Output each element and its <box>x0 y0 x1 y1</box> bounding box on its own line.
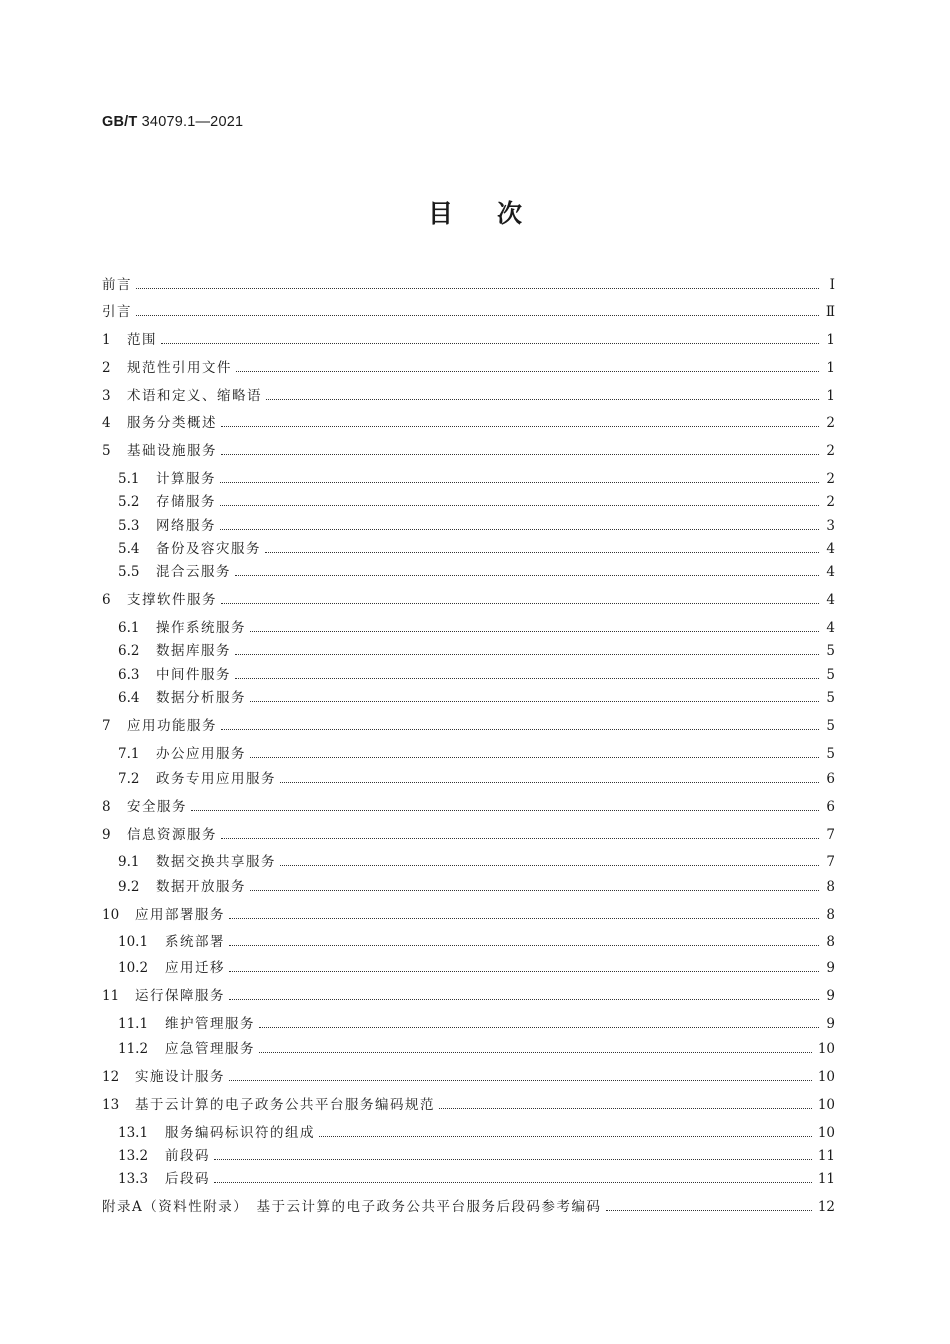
toc-entry-label: 运行保障服务 <box>135 988 225 1004</box>
toc-entry-page: 1 <box>826 332 835 348</box>
toc-entry[interactable] <box>102 385 835 407</box>
dot-leader <box>235 654 819 655</box>
toc-entry-page: 2 <box>826 494 835 510</box>
toc-entry[interactable] <box>102 904 835 926</box>
toc-entry[interactable] <box>118 515 835 537</box>
toc-entry-page: 4 <box>826 541 835 557</box>
toc-entry-page: 7 <box>826 827 835 843</box>
toc-entry[interactable] <box>102 274 835 296</box>
dot-leader <box>259 1027 819 1028</box>
toc-entry-page: 2 <box>826 443 835 459</box>
dot-leader <box>280 865 819 866</box>
toc-entry-number: 13 <box>102 1097 120 1113</box>
toc-entry-label: 计算服务 <box>156 471 216 487</box>
toc-entry-page: 10 <box>817 1069 835 1085</box>
toc-entry-page: 8 <box>826 879 835 895</box>
toc-entry-page: 10 <box>817 1097 835 1113</box>
toc-entry-page: 7 <box>826 854 835 870</box>
page-title: 目次 <box>427 199 566 228</box>
toc-entry-label: 数据开放服务 <box>156 879 246 895</box>
toc-entry-number: 6.3 <box>118 667 140 683</box>
toc-entry-label: 中间件服务 <box>156 667 231 683</box>
toc-entry-number: 2 <box>102 360 111 376</box>
toc-entry[interactable] <box>118 617 835 639</box>
toc-entry-label: 数据库服务 <box>156 643 231 659</box>
dot-leader <box>221 426 819 427</box>
toc-entry[interactable] <box>102 796 835 818</box>
toc-entry-page: 4 <box>826 620 835 636</box>
toc-entry-number: 13.3 <box>118 1171 149 1187</box>
dot-leader <box>161 343 819 344</box>
toc-entry-number: 11.2 <box>118 1041 149 1057</box>
toc-entry-label: 维护管理服务 <box>165 1016 255 1032</box>
dot-leader <box>250 890 819 891</box>
toc-entry-number: 9 <box>102 827 111 843</box>
toc-entry-page: 9 <box>826 960 835 976</box>
toc-entry-label: 网络服务 <box>156 518 216 534</box>
toc-entry[interactable] <box>102 357 835 379</box>
toc-entry-label: 应用功能服务 <box>127 718 217 734</box>
dot-leader <box>265 552 819 553</box>
toc-entry[interactable] <box>118 1168 835 1190</box>
toc-entry[interactable] <box>102 1196 835 1218</box>
toc-entry-number: 6.2 <box>118 643 140 659</box>
dot-leader <box>220 505 819 506</box>
dot-leader <box>221 729 819 730</box>
toc-entry-label: 存储服务 <box>156 494 216 510</box>
dot-leader <box>136 315 819 316</box>
toc-entry[interactable] <box>118 876 835 898</box>
toc-entry-number: 9.2 <box>118 879 140 895</box>
toc-entry-page: 4 <box>826 564 835 580</box>
dot-leader <box>221 603 819 604</box>
dot-leader <box>191 810 819 811</box>
toc-entry-number: 5.5 <box>118 564 140 580</box>
toc-entry-number: 10.1 <box>118 934 149 950</box>
toc-entry[interactable] <box>118 561 835 583</box>
toc-entry-page: 12 <box>817 1199 835 1215</box>
toc-entry[interactable] <box>102 329 835 351</box>
toc-entry-label: 基于云计算的电子政务公共平台服务编码规范 <box>135 1097 435 1113</box>
toc-entry-number: 5.2 <box>118 494 140 510</box>
toc-entry-page: 9 <box>826 988 835 1004</box>
toc-entry[interactable] <box>118 664 835 686</box>
toc-entry-page: 1 <box>826 360 835 376</box>
toc-entry-label: 服务编码标识符的组成 <box>165 1125 315 1141</box>
toc-entry[interactable] <box>118 931 835 953</box>
dot-leader <box>235 678 819 679</box>
toc-entry[interactable] <box>118 1122 835 1144</box>
dot-leader <box>236 371 819 372</box>
dot-leader <box>606 1210 812 1211</box>
dot-leader <box>214 1182 812 1183</box>
toc-entry-number: 12 <box>102 1069 120 1085</box>
toc-entry[interactable] <box>102 1094 835 1116</box>
toc-entry-label: 政务专用应用服务 <box>156 771 276 787</box>
dot-leader <box>259 1052 812 1053</box>
toc-entry[interactable] <box>102 301 835 323</box>
toc-entry-label: 信息资源服务 <box>127 827 217 843</box>
dot-leader <box>235 575 819 576</box>
dot-leader <box>439 1108 812 1109</box>
toc-entry-page: Ⅱ <box>825 304 835 320</box>
toc-entry[interactable] <box>102 1066 835 1088</box>
toc-entry-label: 引言 <box>102 304 132 320</box>
toc-entry-page: 2 <box>826 415 835 431</box>
toc-entry-page: 1 <box>826 388 835 404</box>
toc-entry-number: 5.1 <box>118 471 140 487</box>
toc-entry-label: 数据交换共享服务 <box>156 854 276 870</box>
toc-entry-page: 11 <box>817 1148 835 1164</box>
dot-leader <box>221 838 819 839</box>
toc-entry-page: 10 <box>817 1125 835 1141</box>
toc-entry[interactable] <box>118 538 835 560</box>
toc-entry-number: 11.1 <box>118 1016 149 1032</box>
toc-entry[interactable] <box>118 851 835 873</box>
toc-entry-page: Ⅰ <box>829 277 835 293</box>
toc-entry-label: 应用迁移 <box>165 960 225 976</box>
toc-entry-page: 2 <box>826 471 835 487</box>
toc-entry-number: 6 <box>102 592 111 608</box>
toc-entry[interactable] <box>118 1013 835 1035</box>
toc-entry-page: 10 <box>817 1041 835 1057</box>
toc-entry-page: 8 <box>826 934 835 950</box>
toc-entry-label: 前言 <box>102 277 132 293</box>
toc-entry[interactable] <box>118 491 835 513</box>
toc-entry-page: 5 <box>826 746 835 762</box>
toc-entry-number: 10 <box>102 907 120 923</box>
dot-leader <box>214 1159 812 1160</box>
dot-leader <box>221 454 819 455</box>
toc-entry-label: 前段码 <box>165 1148 210 1164</box>
toc-entry-number: 9.1 <box>118 854 140 870</box>
toc-entry-page: 5 <box>826 667 835 683</box>
toc-entry-label: 应急管理服务 <box>165 1041 255 1057</box>
toc-entry[interactable] <box>118 1145 835 1167</box>
standard-prefix: GB/T <box>102 114 138 130</box>
toc-entry-label: 规范性引用文件 <box>127 360 232 376</box>
toc-entry-page: 9 <box>826 1016 835 1032</box>
toc-entry-number: 4 <box>102 415 111 431</box>
toc-entry[interactable] <box>118 768 835 790</box>
toc-entry-number: 3 <box>102 388 111 404</box>
toc-entry-label: 办公应用服务 <box>156 746 246 762</box>
dot-leader <box>136 288 819 289</box>
toc-entry-number: 5 <box>102 443 111 459</box>
toc-entry-page: 4 <box>826 592 835 608</box>
toc-entry-label: 应用部署服务 <box>135 907 225 923</box>
toc-entry-label: 系统部署 <box>165 934 225 950</box>
table-of-contents <box>102 0 835 1344</box>
dot-leader <box>220 529 819 530</box>
toc-entry-number: 5.3 <box>118 518 140 534</box>
toc-entry-label: 附录A（资料性附录） 基于云计算的电子政务公共平台服务后段码参考编码 <box>102 1199 602 1215</box>
toc-entry-number: 6.4 <box>118 690 140 706</box>
toc-entry-label: 支撑软件服务 <box>127 592 217 608</box>
toc-entry-number: 1 <box>102 332 111 348</box>
standard-number: 34079.1—2021 <box>141 114 244 130</box>
dot-leader <box>229 999 819 1000</box>
toc-entry[interactable] <box>102 824 835 846</box>
toc-entry[interactable] <box>118 468 835 490</box>
toc-entry-page: 5 <box>826 718 835 734</box>
toc-entry[interactable] <box>102 440 835 462</box>
toc-entry-number: 5.4 <box>118 541 140 557</box>
dot-leader <box>229 918 819 919</box>
toc-entry-page: 5 <box>826 643 835 659</box>
toc-entry-label: 范围 <box>127 332 157 348</box>
toc-entry-number: 13.1 <box>118 1125 149 1141</box>
toc-entry[interactable] <box>118 957 835 979</box>
toc-entry-number: 11 <box>102 988 120 1004</box>
toc-entry-label: 后段码 <box>165 1171 210 1187</box>
toc-entry-label: 安全服务 <box>127 799 187 815</box>
dot-leader <box>266 399 819 400</box>
toc-entry[interactable] <box>118 640 835 662</box>
dot-leader <box>250 757 819 758</box>
dot-leader <box>319 1136 812 1137</box>
toc-entry-number: 8 <box>102 799 111 815</box>
toc-entry[interactable] <box>102 589 835 611</box>
toc-entry-label: 数据分析服务 <box>156 690 246 706</box>
dot-leader <box>250 701 819 702</box>
dot-leader <box>250 631 819 632</box>
toc-entry-label: 备份及容灾服务 <box>156 541 261 557</box>
toc-entry-label: 混合云服务 <box>156 564 231 580</box>
dot-leader <box>229 1080 812 1081</box>
toc-entry-page: 3 <box>826 518 835 534</box>
toc-entry-page: 6 <box>826 799 835 815</box>
toc-entry[interactable] <box>118 687 835 709</box>
toc-entry-label: 服务分类概述 <box>127 415 217 431</box>
toc-entry[interactable] <box>102 715 835 737</box>
toc-entry-label: 操作系统服务 <box>156 620 246 636</box>
dot-leader <box>229 945 819 946</box>
toc-entry-number: 13.2 <box>118 1148 149 1164</box>
toc-entry-number: 10.2 <box>118 960 149 976</box>
dot-leader <box>229 971 819 972</box>
toc-entry-number: 6.1 <box>118 620 140 636</box>
toc-entry[interactable] <box>102 985 835 1007</box>
toc-entry-number: 7.2 <box>118 771 140 787</box>
toc-entry-label: 实施设计服务 <box>135 1069 225 1085</box>
toc-entry-page: 8 <box>826 907 835 923</box>
dot-leader <box>280 782 819 783</box>
toc-entry[interactable] <box>102 412 835 434</box>
toc-entry[interactable] <box>118 743 835 765</box>
toc-entry-number: 7 <box>102 718 111 734</box>
toc-entry[interactable] <box>118 1038 835 1060</box>
toc-entry-label: 术语和定义、缩略语 <box>127 388 262 404</box>
toc-entry-number: 7.1 <box>118 746 140 762</box>
toc-entry-page: 5 <box>826 690 835 706</box>
toc-entry-page: 11 <box>817 1171 835 1187</box>
toc-entry-page: 6 <box>826 771 835 787</box>
dot-leader <box>220 482 819 483</box>
toc-entry-label: 基础设施服务 <box>127 443 217 459</box>
